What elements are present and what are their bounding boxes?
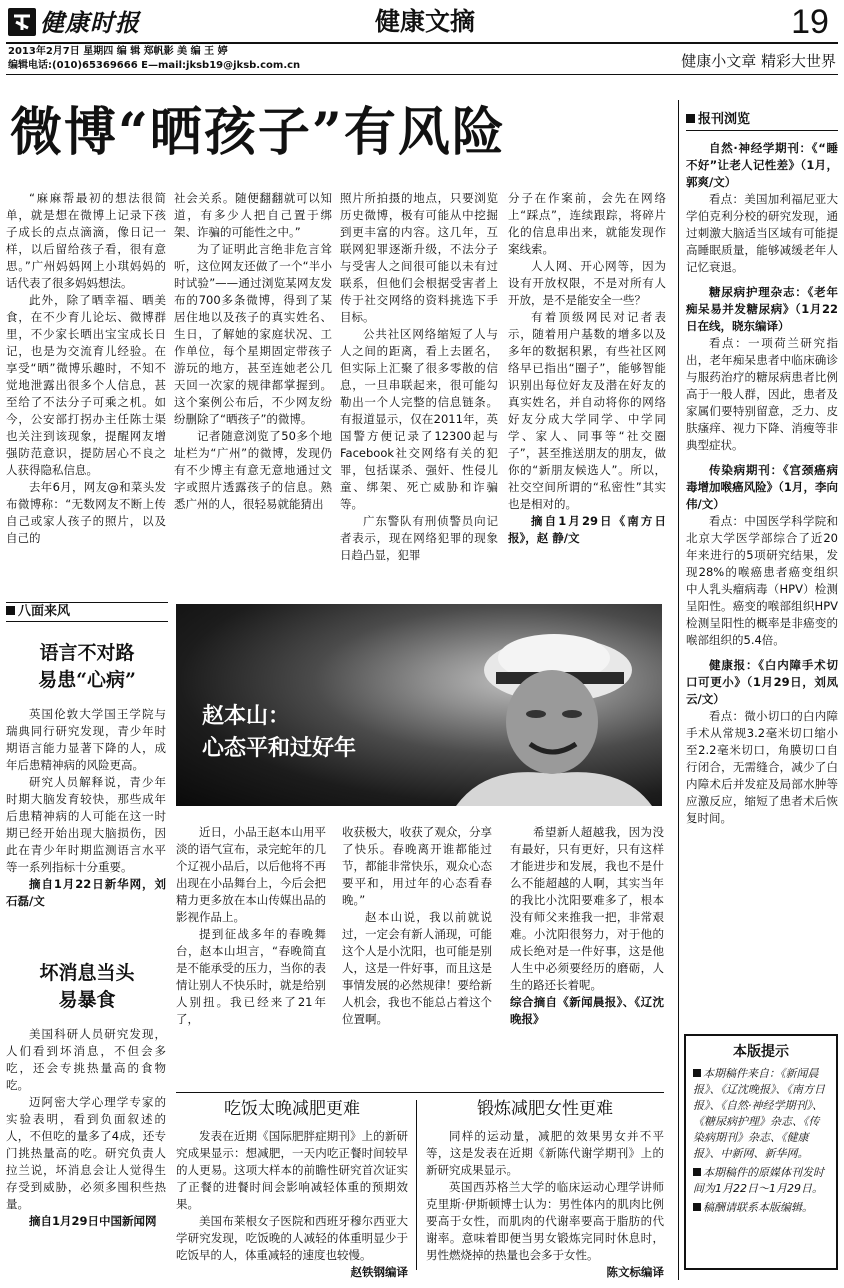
article-credit: 摘自1月29日《南方日报》，赵 静/文 xyxy=(508,514,666,545)
right-section-header xyxy=(686,112,838,128)
paragraph: 分子在作案前，会先在网络上“踩点”，连续跟踪，将碎片化的信息串出来，就能发现作案线索。 xyxy=(508,191,666,256)
slogan: 健康小文章 精彩大世界 xyxy=(681,52,836,70)
paragraph: 近日，小品王赵本山用平淡的语气宣布，录完蛇年的几个辽视小品后，以后他将不再出现在小品舞台上，今后会把精力更多放在本山传媒出品的影视作品上。 xyxy=(176,825,326,924)
journal-body: 看点：中国医学科学院和北京大学医学部综合了近20年来进行的5项研究结果，发现28%的喉癌患者癌变组织中人乳头瘤病毒（HPV）检测呈阳性。癌变的喉部组织HPV检测呈阳性的概率是非癌变的喉部组织的5.4倍。 xyxy=(686,514,838,647)
square-bullet-icon xyxy=(693,1168,701,1176)
story2-body xyxy=(6,1026,166,1230)
paragraph: 公共社区网络缩短了人与人之间的距离，看上去匿名，但实际上汇聚了很多零散的信息，一旦串联起来，很可能勾勒出一个人完整的信息链条。有报道显示，仅在2011年，英国警方便记录了12300起与Facebook社交网络有关的犯罪，包括谋杀、强奸、性侵儿童、绑架、死亡威胁和诈骗等。 xyxy=(340,327,498,511)
journal-body: 看点：一项荷兰研究指出，老年痴呆患者中临床确诊与服药治疗的糖尿病患者比例高于一般人群，因此，患者及家属们要特别留意，乏力、皮肤瘙痒、视力下降、消瘦等非典型症状。 xyxy=(686,336,838,452)
paragraph: 迈阿密大学心理学专家的实验表明，看到负面叙述的人，不但吃的量多了4成，还专门挑热量高的吃。研究负责人拉兰说，坏消息会让人觉得生存受到威胁，必须多囤积些热量。 xyxy=(6,1095,166,1211)
story2-title xyxy=(6,960,168,1014)
paragraph: 英国西苏格兰大学的临床运动心理学讲师克里斯·伊斯顿博士认为：男性体内的肌肉比例要高于女性，而肌肉的代谢率要高于脂肪的代谢率。意味着即便当男女锻炼完同时休息时，男性燃烧掉的热量也会多于女性。 xyxy=(426,1180,664,1262)
journal-source: 糖尿病护理杂志：《老年痴呆易并发糖尿病》（1月22日在线，晓东编译） xyxy=(686,285,838,333)
bottom-article-2 xyxy=(426,1096,664,1281)
right-section-header-text: 报刊浏览 xyxy=(698,112,751,127)
bottom-article-1-title: 吃饭太晚减肥更难 xyxy=(224,1099,360,1119)
paragraph: 此外，除了晒幸福、晒美食，在不少育儿论坛、微博群里，不少家长晒出宝宝成长日记，也是为交流育儿经验。在享受“晒”微博乐趣时，不知不觉地泄露出很多个人信息，甚至给了不法分子可乘之机。如今，公安部打拐办主任陈士渠也关注到该现象，提醒网友增强防范意识，提防居心不良之人获得隐私信息。 xyxy=(6,293,166,477)
paragraph: 英国伦敦大学国王学院与瑞典同行研究发现，青少年时期语言能力显著下降的人，成年后患精神病的风险更高。 xyxy=(6,707,166,772)
main-article-col1 xyxy=(6,190,166,547)
square-bullet-icon xyxy=(6,606,15,615)
photo-caption-line1: 赵本山： xyxy=(202,703,291,729)
bottom-article-2-title: 锻炼减肥女性更难 xyxy=(477,1099,613,1119)
paragraph: 希望新人超越我，因为没有最好，只有更好，只有这样才能进步和发展，我也不是什么不能超越的人啊，其实当年的我比小沈阳要难多了，根本没有师父来推我一把，非常艰难。小沈阳很努力，对于他的成长绝对是一件好事，这是他人生中必须要经历的磨砺，人生的路还长着呢。 xyxy=(510,825,664,992)
right-section-rule xyxy=(686,130,838,131)
paragraph: 去年6月，网友@和菜头发布微博称：“无数网友不断上传自己或家人孩子的照片，以及自己的 xyxy=(6,480,166,545)
logo-mark-icon xyxy=(8,8,36,36)
journal-list xyxy=(686,140,838,827)
logo-text: 健康时报 xyxy=(40,8,140,37)
notice-item-1: 本期稿件来自：《新闻晨报》、《辽沈晚报》、《南方日报》、《自然·神经学期刊》、《糖尿病护理》杂志、《传染病期刊》杂志、《健康报》、中新网、新华网。 xyxy=(693,1067,825,1160)
paragraph: 照片所拍摄的地点，只要浏览历史微博，极有可能从中挖掘到更丰富的内容。这几年，互联网犯罪逐渐升级，不法分子与受害人之间很可能以未有过联系，但他们会根据受害者上传于社交网络的资料挑选下手目标。 xyxy=(340,191,498,324)
journal-item xyxy=(686,140,838,276)
notice-item-2: 本期稿件的原媒体刊发时间为1月22日～1月29日。 xyxy=(693,1166,824,1195)
main-article-col2 xyxy=(174,190,332,513)
paragraph: 人人网、开心网等，因为设有开放权限，不是对所有人开放，是不是能安全一些？ xyxy=(508,259,666,307)
paragraph: “麻麻帮最初的想法很简单，就是想在微博上记录下孩子成长的点点滴滴，像日记一样，以后留给孩子看，很有意思。”广州妈妈网上小琪妈妈的话代表了很多妈妈想法。 xyxy=(6,191,166,290)
paragraph: 有着顶级网民对记者表示，随着用户基数的增多以及多年的数据积累，有些社区网络早已指出“圈子”，能够智能识别出每位好友及潜在好友的真实姓名，并自动将你的网络好友分成大学同学、中学同学、家人、同事等“社交圈子”，甚至推送朋友的朋友，做你的“新朋友候选人”。所以，社交空间所谓的“私密性”其实也是相对的。 xyxy=(508,310,666,511)
article-credit: 综合摘自《新闻晨报》、《辽沈晚报》 xyxy=(510,995,664,1026)
journal-item xyxy=(686,284,838,454)
zhao-benshan-photo xyxy=(176,604,662,806)
story2-title-line2: 易暴食 xyxy=(58,989,116,1011)
zhao-article-col2 xyxy=(342,824,492,1028)
zhao-article-col3 xyxy=(510,824,664,1028)
journal-source: 传染病期刊：《宫颈癌病毒增加喉癌风险》（1月，李向伟/文） xyxy=(686,463,838,511)
masthead-rule-bottom xyxy=(6,74,838,75)
story1-title-line2: 易患“心病” xyxy=(38,669,136,691)
paragraph: 记者随意浏览了50多个地址栏为“广州”的微博，发现仍有不少博主有意无意地通过文字或照片透露孩子的信息。熟悉广州的人，很轻易就能猜出 xyxy=(174,429,332,511)
article-credit: 摘自1月22日新华网，刘石磊/文 xyxy=(6,877,166,908)
journal-item xyxy=(686,657,838,827)
date-line: 2013年2月7日 星期四 编 辑 郑帆影 美 编 王 婷 xyxy=(8,46,228,57)
square-bullet-icon xyxy=(693,1069,701,1077)
left-section-rule xyxy=(6,602,168,603)
notice-item-3: 稿酬请联系本版编辑。 xyxy=(693,1200,829,1216)
story1-title xyxy=(6,640,168,694)
paragraph: 美国科研人员研究发现，人们看到坏消息，不但会多吃，还会专挑热量高的食物吃。 xyxy=(6,1027,166,1092)
masthead-rule-top xyxy=(6,42,838,44)
journal-body: 看点：美国加利福尼亚大学伯克利分校的研究发现，通过刺激大脑适当区域有可能提高睡眠质量，能够减缓老年人记忆衰退。 xyxy=(686,192,838,274)
bottom-article-1 xyxy=(176,1096,408,1281)
notice-box-title: 本版提示 xyxy=(733,1044,789,1060)
bottom-articles-divider xyxy=(416,1100,417,1270)
contact-line: 编辑电话:(010)65369666 E—mail:jksb19@jksb.com.cn xyxy=(8,60,301,71)
page-number: 19 xyxy=(791,3,829,41)
paragraph: 发表在近期《国际肥胖症期刊》上的新研究成果显示：想减肥，一天内吃正餐时间较早的人更易。这项大样本的前瞻性研究首次证实了正餐的进餐时间会影响减轻体重的预期效果。 xyxy=(176,1129,408,1211)
paragraph: 为了证明此言绝非危言耸听，这位网友还做了一个“半小时试验”——通过浏览某网友发布的700多条微博，得到了某居住地以及孩子的真实姓名、生日，了解她的家庭状况、工作单位，每个星期固定带孩子游玩的地方，甚至连她老公几天回一次家的规律都掌握到。这个案例公布后，不少网友纷纷删除了“晒孩子”的微博。 xyxy=(174,242,332,426)
paragraph: 同样的运动量，减肥的效果男女并不平等，这是发表在近期《新陈代谢学期刊》上的新研究成果显示。 xyxy=(426,1129,664,1177)
journal-source: 自然·神经学期刊：《“睡不好”让老人记性差》（1月，郭爽/文） xyxy=(686,141,838,189)
article-credit: 赵铁钢编译 xyxy=(350,1265,408,1279)
paragraph: 社会关系。随便翻翻就可以知道，有多少人把自己置于绑架、诈骗的可能性之中。” xyxy=(174,191,332,239)
main-headline: 微博“晒孩子”有风险 xyxy=(10,102,506,163)
left-section-header-text: 八面来风 xyxy=(18,604,71,619)
bottom-articles-rule xyxy=(176,1092,664,1093)
person-portrait-icon xyxy=(426,614,656,806)
left-section-rule-2 xyxy=(6,621,168,622)
paragraph: 广东警队有刑侦警员向记者表示，现在网络犯罪的现象日趋凸显，犯罪 xyxy=(340,514,498,562)
story1-title-line1: 语言不对路 xyxy=(39,642,135,664)
masthead xyxy=(0,0,844,76)
square-bullet-icon xyxy=(686,114,695,123)
paragraph: 美国布莱根女子医院和西班牙穆尔西亚大学研究发现，吃饭晚的人减轻的体重明显少于吃饭早的人，体重减轻的速度也较慢。 xyxy=(176,1214,408,1262)
journal-body: 看点：微小切口的白内障手术从常规3.2毫米切口缩小至2.2毫米切口，角膜切口自行闭合，无需缝合，减少了白内障术后并发症及局部水肿等应激反应，缩短了患者术后恢复时间。 xyxy=(686,709,838,825)
journal-item xyxy=(686,462,838,649)
square-bullet-icon xyxy=(693,1203,701,1211)
left-section-header xyxy=(6,604,168,620)
article-credit: 陈文标编译 xyxy=(606,1265,664,1279)
logo xyxy=(8,6,158,40)
main-article-col3 xyxy=(340,190,498,564)
paragraph: 研究人员解释说，青少年时期大脑发育较快，那些成年后患精神病的人可能在这一时期已经开始出现大脑损伤，因此在青少年时期监测语言水平等一系列指标十分重要。 xyxy=(6,775,166,874)
story2-title-line1: 坏消息当头 xyxy=(39,962,135,984)
paragraph: 提到征战多年的春晚舞台，赵本山坦言，“春晚简直是不能承受的压力，当你的表情让别人不快乐时，就是给别人别扭。我已经来了21年了， xyxy=(176,927,326,1026)
article-credit: 摘自1月29日中国新闻网 xyxy=(29,1214,157,1228)
photo-caption xyxy=(202,700,356,764)
journal-source: 健康报：《白内障手术切口可更小》（1月29日，刘凤云/文） xyxy=(686,658,838,706)
paragraph: 收获极大，收获了观众，分享了快乐。春晚离开谁都能过节，都能非常快乐，观众心态要平和，用过年的心态看春晚。” xyxy=(342,825,492,907)
zhao-article-col1 xyxy=(176,824,326,1028)
main-article-col4 xyxy=(508,190,666,547)
paragraph: 赵本山说，我以前就说过，一定会有新人涌现，可能这个人是小沈阳，也可能是别人，这是一件好事，而且这是事情发展的必然规律！要给新人机会，我也不能总占着这个位置啊。 xyxy=(342,910,492,1026)
section-title: 健康文摘 xyxy=(374,7,475,36)
photo-caption-line2: 心态平和过好年 xyxy=(202,735,357,761)
right-column-divider xyxy=(678,100,679,1280)
notice-box xyxy=(684,1034,838,1270)
story1-body xyxy=(6,706,166,910)
